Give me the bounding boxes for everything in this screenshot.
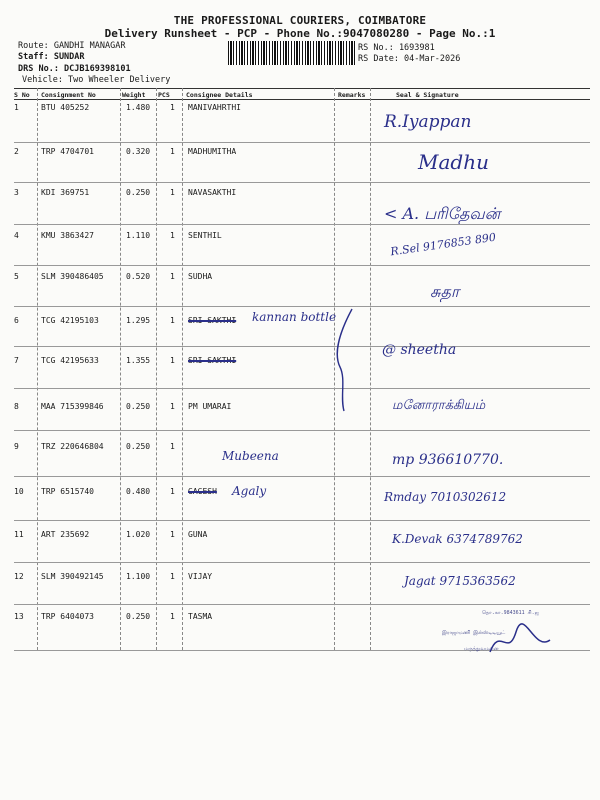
col-remarks: Remarks (338, 91, 366, 99)
signature: சுதா (430, 282, 460, 301)
drs-label: DRS No.: DCJB169398101 (18, 64, 131, 74)
row-rule (14, 306, 590, 307)
table-row-sno: 12 (14, 572, 24, 581)
vehicle-label: Vehicle: Two Wheeler Delivery (22, 75, 171, 85)
table-row-pcs: 1 (170, 147, 175, 156)
table-row-consignee: MANIVAHRTHI (188, 103, 241, 112)
col-divider (182, 88, 183, 650)
table-row-consignee: MADHUMITHA (188, 147, 237, 156)
route-label: Route: GANDHI MANAGAR (18, 41, 126, 51)
handwritten-note: Mubeena (222, 449, 279, 463)
hospital-stamp (436, 608, 586, 678)
table-row-weight: 1.100 (126, 572, 151, 581)
table-row-pcs: 1 (170, 402, 175, 411)
table-row-weight: 1.110 (126, 231, 151, 240)
table-row-consignment: TRP 4704701 (41, 147, 94, 156)
col-weight: Weight (122, 91, 146, 99)
col-divider (370, 88, 371, 650)
barcode (228, 41, 356, 65)
table-row-sno: 6 (14, 316, 19, 325)
table-row-weight: 0.250 (126, 442, 151, 451)
signature: Madhu (418, 150, 489, 174)
signature: mp 936610770. (392, 452, 504, 468)
row-rule (14, 142, 590, 143)
table-row-pcs: 1 (170, 487, 175, 496)
table-row-weight: 0.250 (126, 612, 151, 621)
table-row-weight: 0.320 (126, 147, 151, 156)
table-row-sno: 4 (14, 231, 19, 240)
table-top-rule (14, 88, 590, 89)
rs-date-label: RS Date: 04-Mar-2026 (358, 54, 461, 64)
table-row-sno: 2 (14, 147, 19, 156)
bracket-stroke (330, 305, 360, 415)
table-row-pcs: 1 (170, 316, 175, 325)
table-row-consignment: TRZ 220646804 (41, 442, 104, 451)
table-row-pcs: 1 (170, 188, 175, 197)
col-divider (156, 88, 157, 650)
table-row-pcs: 1 (170, 231, 175, 240)
table-row-pcs: 1 (170, 612, 175, 621)
staff-label: Staff: SUNDAR (18, 52, 85, 62)
row-rule (14, 562, 590, 563)
runsheet-title: Delivery Runsheet - PCP - Phone No.:9047080280 - Page No.:1 (104, 27, 496, 40)
table-header-rule (14, 99, 590, 100)
table-row-sno: 7 (14, 356, 19, 365)
row-rule (14, 476, 590, 477)
signature: < A. பரிதேவன் (384, 204, 501, 223)
table-row-consignment: KMU 3863427 (41, 231, 94, 240)
table-row-sno: 1 (14, 103, 19, 112)
table-row-sno: 3 (14, 188, 19, 197)
table-row-consignee: TASMA (188, 612, 213, 621)
signature: Jagat 9715363562 (404, 574, 516, 588)
row-rule (14, 430, 590, 431)
table-row-consignee: GAGESH (188, 487, 217, 496)
row-rule (14, 265, 590, 266)
table-row-weight: 0.250 (126, 402, 151, 411)
table-row-weight: 0.520 (126, 272, 151, 281)
table-row-sno: 9 (14, 442, 19, 451)
col-divider (37, 88, 38, 650)
stamp-line: மருத்துவமனை (464, 646, 499, 652)
table-row-weight: 1.020 (126, 530, 151, 539)
table-row-consignment: TRP 6404073 (41, 612, 94, 621)
table-row-consignee: SENTHIL (188, 231, 222, 240)
table-row-sno: 11 (14, 530, 24, 539)
col-sno: S No (14, 91, 30, 99)
row-rule (14, 182, 590, 183)
table-row-consignee: PM UMARAI (188, 402, 232, 411)
table-row-pcs: 1 (170, 103, 175, 112)
table-row-pcs: 1 (170, 530, 175, 539)
table-row-pcs: 1 (170, 356, 175, 365)
table-row-consignment: TCG 42195103 (41, 316, 99, 325)
table-row-pcs: 1 (170, 272, 175, 281)
handwritten-note: kannan bottle (252, 310, 337, 324)
handwritten-note: Agaly (232, 484, 267, 498)
signature: R.Sel 9176853 890 (389, 230, 497, 259)
row-rule (14, 604, 590, 605)
row-rule (14, 388, 590, 389)
table-row-sno: 8 (14, 402, 19, 411)
table-row-consignee: NAVASAKTHI (188, 188, 237, 197)
table-row-consignment: KDI 369751 (41, 188, 90, 197)
table-row-weight: 0.480 (126, 487, 151, 496)
table-row-sno: 10 (14, 487, 24, 496)
stamp-signature-mark (486, 622, 556, 662)
row-rule (14, 346, 590, 347)
table-row-weight: 1.355 (126, 356, 151, 365)
col-seal: Seal & Signature (396, 91, 459, 99)
table-row-weight: 1.295 (126, 316, 151, 325)
signature: @ sheetha (382, 342, 457, 358)
table-row-weight: 0.250 (126, 188, 151, 197)
table-row-consignee: GUNA (188, 530, 208, 539)
table-row-pcs: 1 (170, 572, 175, 581)
row-rule (14, 224, 590, 225)
table-row-consignment: BTU 405252 (41, 103, 90, 112)
company-title: THE PROFESSIONAL COURIERS, COIMBATORE (173, 14, 427, 27)
col-consignee: Consignee Details (186, 91, 253, 99)
table-row-consignee: SRI SAKTHI (188, 356, 237, 365)
table-row-consignment: SLM 390492145 (41, 572, 104, 581)
table-row-consignment: TRP 6515740 (41, 487, 94, 496)
table-row-consignee: VIJAY (188, 572, 213, 581)
table-row-pcs: 1 (170, 442, 175, 451)
table-row-consignment: SLM 390486405 (41, 272, 104, 281)
stamp-line: தொ.கா.9843611 சி.ஜ (482, 610, 539, 616)
col-consignment: Consignment No (41, 91, 96, 99)
row-rule (14, 520, 590, 521)
signature: மனோராக்கியம் (392, 398, 486, 413)
col-divider (120, 88, 121, 650)
col-pcs: PCS (158, 91, 170, 99)
table-row-sno: 13 (14, 612, 24, 621)
signature: Rmday 7010302612 (384, 490, 507, 504)
table-row-consignment: MAA 715399846 (41, 402, 104, 411)
table-row-consignee: SUDHA (188, 272, 213, 281)
table-row-consignee: SRI SAKTHI (188, 316, 237, 325)
table-row-consignment: ART 235692 (41, 530, 90, 539)
table-row-consignment: TCG 42195633 (41, 356, 99, 365)
table-row-sno: 5 (14, 272, 19, 281)
rs-no-label: RS No.: 1693981 (358, 43, 435, 53)
stamp-line: இராஜாமணி இன்ஸ்டிடியூட் (442, 630, 506, 636)
table-row-weight: 1.480 (126, 103, 151, 112)
signature: R.Iyappan (384, 112, 472, 132)
signature: K.Devak 6374789762 (392, 532, 523, 546)
